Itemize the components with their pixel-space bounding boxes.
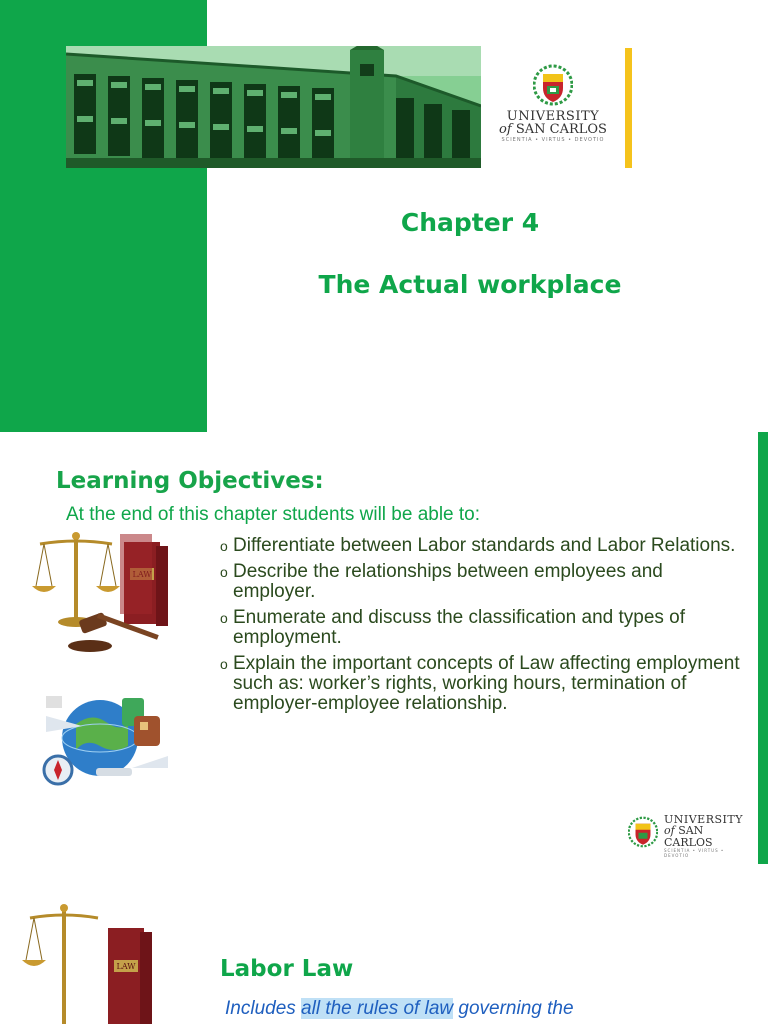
university-logo: [491, 64, 615, 143]
objective-text: Differentiate between Labor standards and Labor Relations.: [233, 535, 736, 556]
title-slide: [0, 0, 768, 432]
objectives-list: [220, 536, 740, 720]
learning-objectives-heading: Learning Objectives:: [56, 468, 324, 494]
objective-bullet: o: [220, 564, 228, 580]
objective-item: [220, 608, 740, 648]
green-side-stripe: [758, 432, 768, 864]
law-scales-book-image: [22, 904, 162, 1024]
logo-name-of: of: [499, 122, 512, 137]
small-logo-of: of: [664, 824, 675, 837]
law-scales-gavel-image: [30, 528, 180, 668]
objective-item: [220, 562, 740, 602]
small-logo-san-carlos: SAN CARLOS: [664, 824, 713, 850]
small-logo-name1: UNIVERSITY: [664, 813, 743, 826]
campus-building-banner: [66, 46, 481, 168]
logo-name-san-carlos: SAN CARLOS: [515, 122, 607, 137]
labor-law-heading: Labor Law: [220, 956, 354, 982]
logo-motto: SCIENTIA • VIRTUS • DEVOTIO: [501, 137, 605, 144]
logo-name-line1: UNIVERSITY: [506, 109, 600, 124]
objective-item: [220, 654, 740, 714]
university-logo-small: [628, 814, 748, 859]
objective-text: Explain the important concepts of Law affecting employment such as: worker’s rights, working hours, termination of employer-employee relationship.: [233, 653, 740, 714]
campus-building-image: [66, 46, 481, 168]
university-seal-small-icon: [628, 816, 658, 848]
university-logo-box: [481, 46, 621, 168]
law-book-label-2: LAW: [116, 962, 136, 971]
globe-travel-image: [36, 676, 170, 794]
chapter-title: The Actual workplace: [318, 270, 622, 299]
objectives-intro: At the end of this chapter students will be able to:: [66, 504, 481, 525]
objective-bullet: o: [220, 656, 228, 672]
definition-text-end: governing the: [453, 998, 574, 1019]
objective-text: Enumerate and discuss the classification and types of employment.: [233, 607, 686, 648]
small-logo-text: [664, 814, 748, 859]
objective-bullet: o: [220, 610, 228, 626]
objective-text: Describe the relationships between employees and employer.: [233, 561, 663, 602]
gold-accent-line: [625, 48, 632, 168]
small-logo-name2: [664, 825, 748, 849]
logo-name-line2: [491, 123, 615, 137]
definition-highlight: all the rules of law: [301, 998, 454, 1019]
objective-bullet: o: [220, 538, 228, 554]
objective-item: [220, 536, 740, 556]
definition-text-start: Includes: [225, 998, 302, 1019]
labor-law-slide: [0, 864, 768, 1024]
university-seal-icon: [533, 64, 573, 106]
chapter-number: Chapter 4: [400, 208, 540, 237]
objectives-slide: [0, 432, 768, 864]
small-logo-motto: SCIENTIA • VIRTUS • DEVOTIO: [664, 848, 725, 858]
labor-law-definition: [225, 998, 574, 1020]
